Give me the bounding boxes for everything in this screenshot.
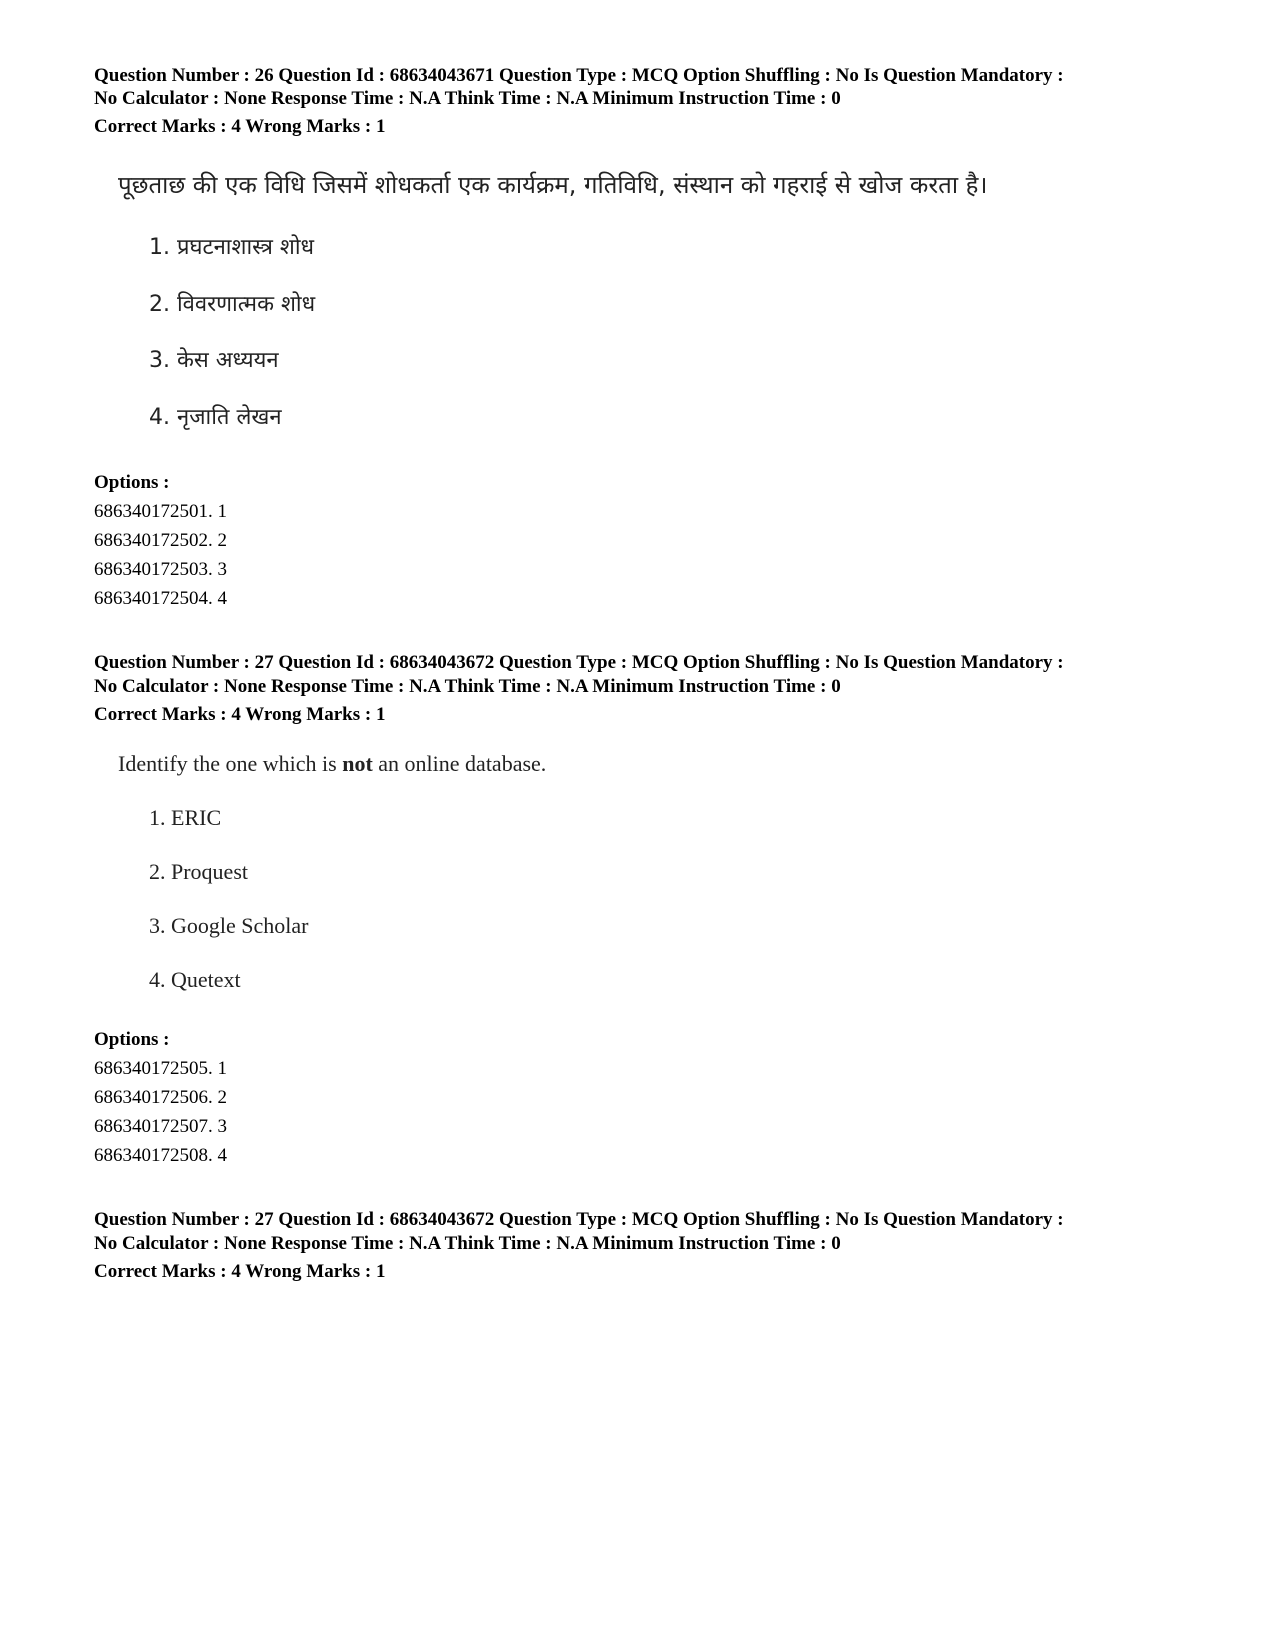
marks-line: Correct Marks : 4 Wrong Marks : 1 [94,116,386,137]
question-header-line1: Question Number : 27 Question Id : 68634043672 Question Type : MCQ Option Shuffling : No Is Question Mandatory : [94,652,1064,673]
question-header-line1: Question Number : 26 Question Id : 68634043671 Question Type : MCQ Option Shuffling : No Is Question Mandatory : [94,65,1064,86]
choice-item: 1. प्रघटनाशास्त्र शोध [149,235,315,260]
question-header-line2: No Calculator : None Response Time : N.A Think Time : N.A Minimum Instruction Time : 0 [94,88,841,109]
option-line: 686340172507. 3 [94,1116,227,1137]
option-line: 686340172506. 2 [94,1087,227,1108]
option-line: 686340172503. 3 [94,559,227,580]
question-text-post: an online database. [372,751,547,776]
option-line: 686340172508. 4 [94,1145,227,1166]
option-line: 686340172504. 4 [94,588,227,609]
question-text [118,750,546,778]
option-line: 686340172502. 2 [94,530,227,551]
choice-item: 3. Google Scholar [149,913,309,938]
question-header-line2: No Calculator : None Response Time : N.A Think Time : N.A Minimum Instruction Time : 0 [94,1233,841,1254]
marks-line: Correct Marks : 4 Wrong Marks : 1 [94,704,386,725]
choice-item: 1. ERIC [149,805,222,830]
question-header-line1: Question Number : 27 Question Id : 68634043672 Question Type : MCQ Option Shuffling : No Is Question Mandatory : [94,1209,1064,1230]
marks-line: Correct Marks : 4 Wrong Marks : 1 [94,1261,386,1282]
choice-item: 2. Proquest [149,859,248,884]
options-label: Options : [94,1029,170,1050]
question-text-pre: Identify the one which is [118,751,343,776]
question-text-emphasis: not [342,751,373,776]
choice-item: 4. Quetext [149,967,241,992]
question-text: पूछताछ की एक विधि जिसमें शोधकर्ता एक कार्यक्रम, गतिविधि, संस्थान को गहराई से खोज करता है। [118,171,988,199]
question-header-line2: No Calculator : None Response Time : N.A Think Time : N.A Minimum Instruction Time : 0 [94,676,841,697]
option-line: 686340172501. 1 [94,501,227,522]
choice-item: 4. नृजाति लेखन [149,405,282,430]
options-label: Options : [94,472,170,493]
option-line: 686340172505. 1 [94,1058,227,1079]
choice-item: 2. विवरणात्मक शोध [149,292,316,317]
choice-item: 3. केस अध्ययन [149,348,279,373]
